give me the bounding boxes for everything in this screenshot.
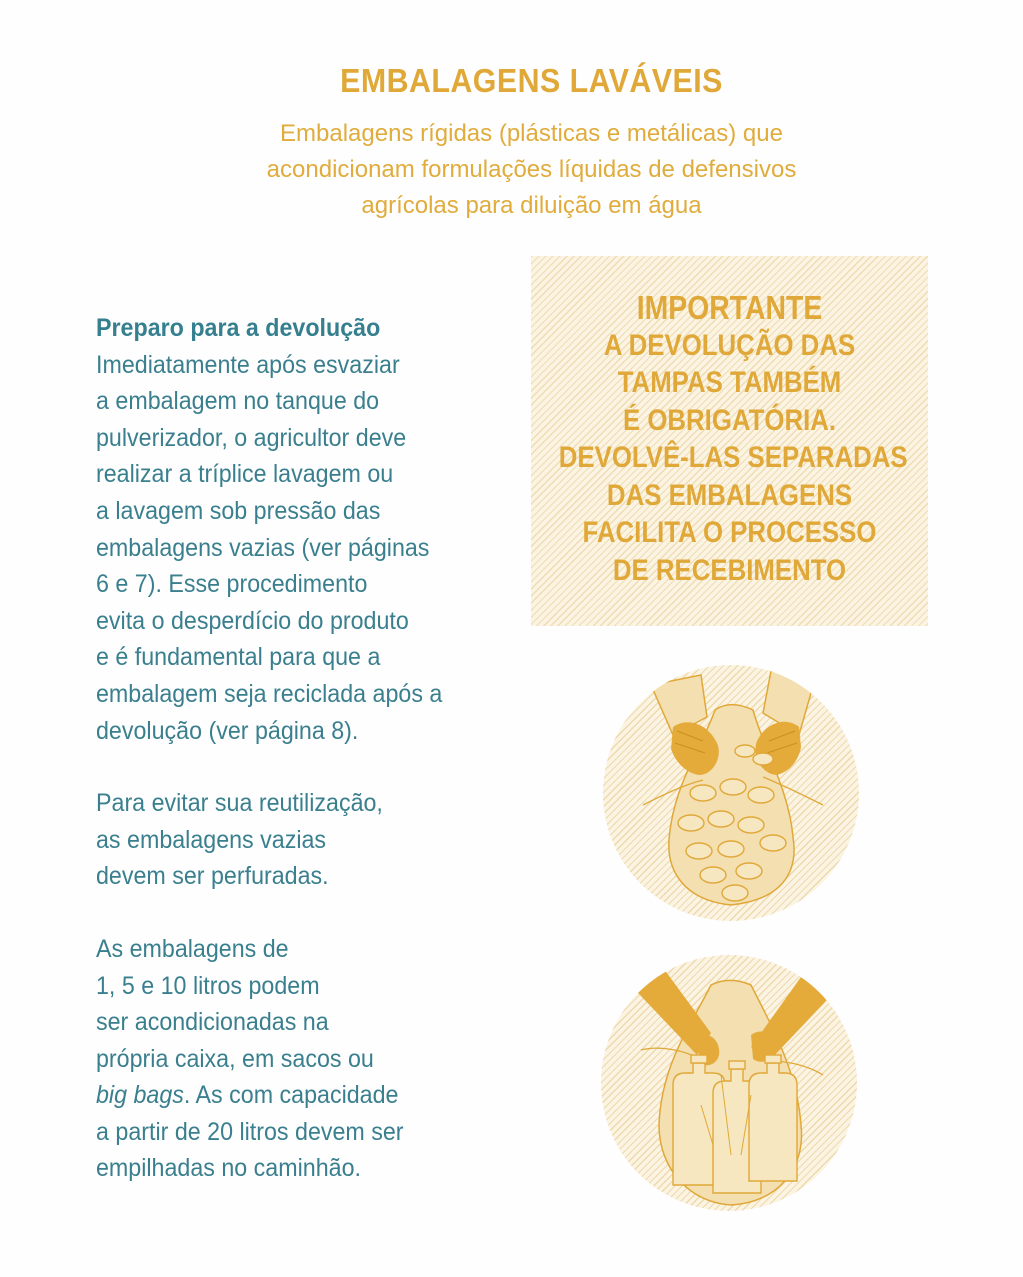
paragraph-line: e é fundamental para que a	[96, 643, 381, 672]
paragraph-line: própria caixa, em sacos ou	[96, 1044, 374, 1073]
paragraph-line: 6 e 7). Esse procedimento	[96, 570, 368, 599]
paragraph-line: As embalagens de	[96, 934, 289, 963]
paragraph-line: as embalagens vazias	[96, 825, 327, 854]
important-line: A DEVOLUÇÃO DAS	[603, 328, 856, 362]
subtitle-line: acondicionam formulações líquidas de defensivos	[266, 156, 797, 183]
important-line: DAS EMBALAGENS	[606, 478, 853, 512]
paragraph-line: empilhadas no caminhão.	[96, 1154, 361, 1183]
paragraph-line: ser acondicionadas na	[96, 1008, 329, 1037]
bag-of-caps-svg	[603, 665, 859, 921]
paragraph-line: embalagens vazias (ver páginas	[96, 533, 430, 562]
paragraph-line: a lavagem sob pressão das	[96, 496, 381, 525]
subtitle	[0, 116, 1023, 224]
page-title: EMBALAGENS LAVÁVEIS	[340, 62, 723, 99]
important-line: TAMPAS TAMBÉM	[617, 366, 842, 399]
important-line: DEVOLVÊ-LAS SEPARADAS	[558, 441, 908, 474]
paragraph-fragment: . As com capacidade	[183, 1081, 399, 1110]
italic-term: big bags	[96, 1081, 184, 1110]
paragraph-line: pulverizador, o agricultor deve	[96, 423, 407, 452]
subtitle-line: agrícolas para diluição em água	[361, 192, 702, 219]
bag-of-bottles-illustration	[601, 955, 857, 1211]
subtitle-line: Embalagens rígidas (plásticas e metálicas) que	[280, 120, 783, 147]
important-line: FACILITA O PROCESSO	[582, 516, 877, 549]
paragraph-line: evita o desperdício do produto	[96, 606, 409, 635]
paragraph-line: Para evitar sua reutilização,	[96, 789, 383, 818]
important-title: IMPORTANTE	[636, 289, 823, 326]
bag-of-caps-illustration	[603, 665, 859, 921]
important-line: DE RECEBIMENTO	[612, 553, 847, 587]
bag-of-bottles-svg	[601, 955, 857, 1211]
paragraph-line: a embalagem no tanque do	[96, 387, 380, 416]
important-line: É OBRIGATÓRIA.	[622, 403, 837, 437]
paragraph-line: devolução (ver página 8).	[96, 716, 359, 745]
paragraph-line: 1, 5 e 10 litros podem	[96, 971, 320, 1000]
paragraph-line: Imediatamente após esvaziar	[96, 350, 400, 379]
left-column-text	[96, 310, 468, 1187]
paragraph-line: realizar a tríplice lavagem ou	[96, 460, 394, 489]
paragraph-line: devem ser perfuradas.	[96, 862, 329, 891]
paragraph-line	[96, 1077, 468, 1114]
paragraph-line: a partir de 20 litros devem ser	[96, 1117, 404, 1146]
paragraph-line: embalagem seja reciclada após a	[96, 679, 443, 708]
important-box	[531, 256, 928, 626]
section-heading: Preparo para a devolução	[96, 314, 381, 342]
